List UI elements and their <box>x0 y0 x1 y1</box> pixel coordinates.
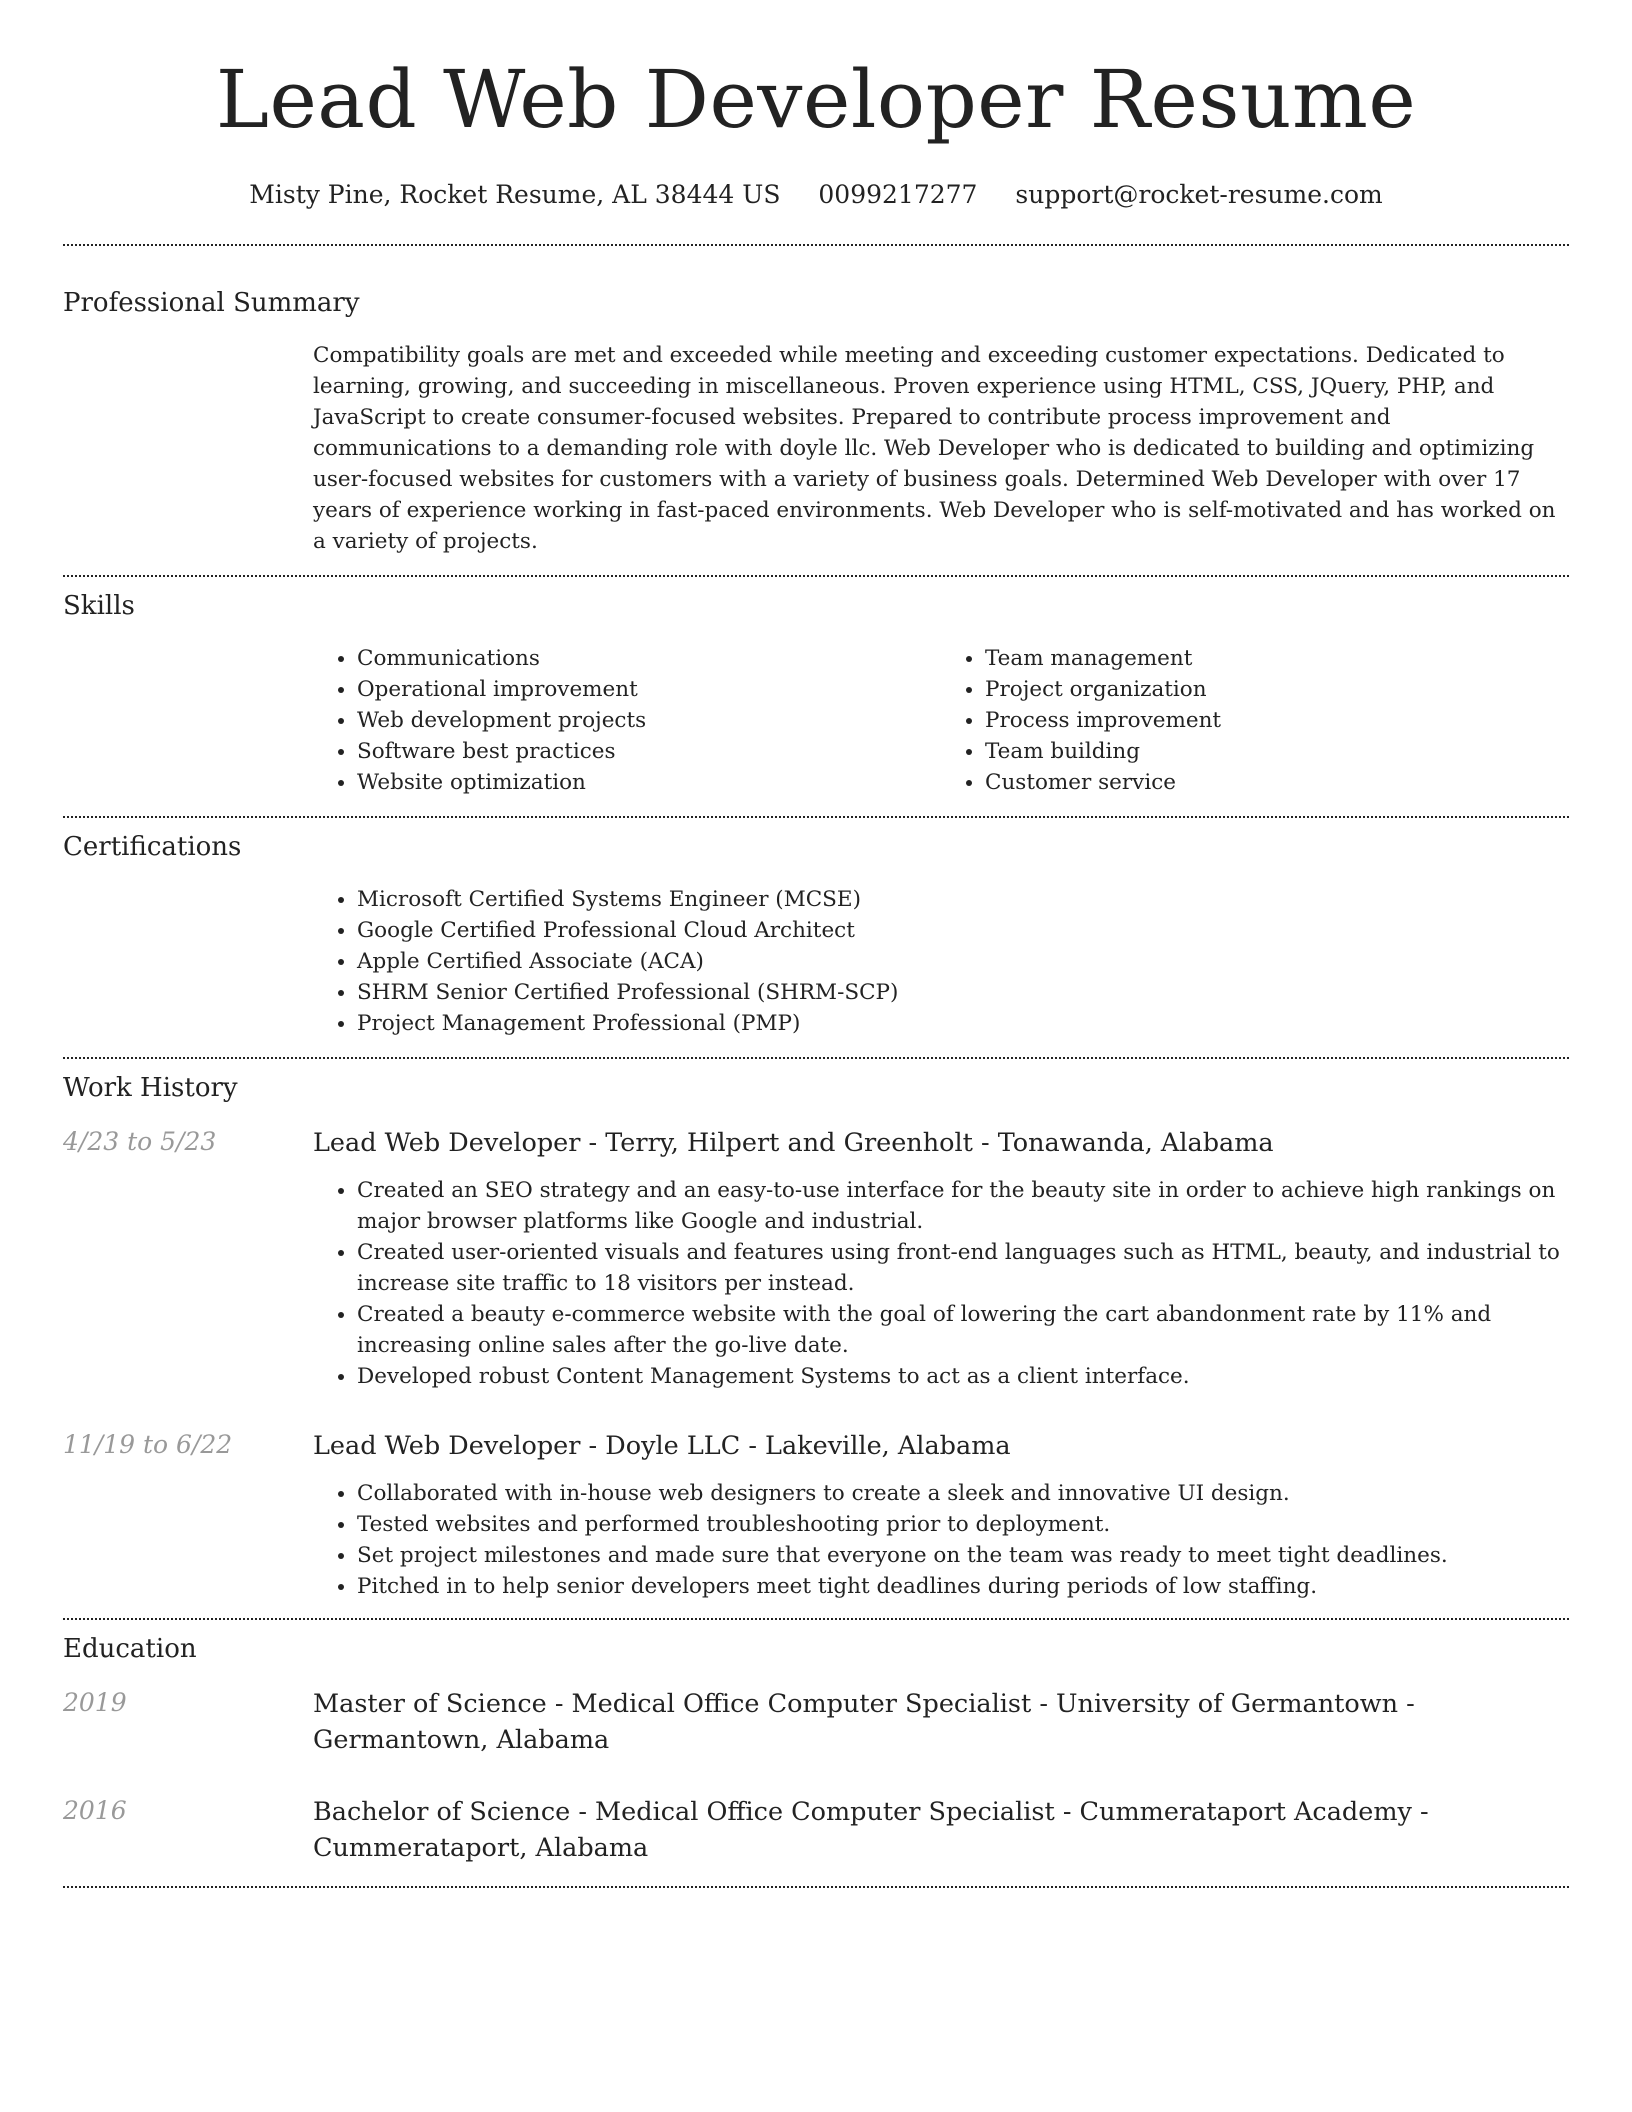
skill-item: • Operational improvement <box>357 674 941 705</box>
job-bullets <box>313 1175 1569 1392</box>
certification-item: • SHRM Senior Certified Professional (SHRM-SCP) <box>357 977 1569 1008</box>
skill-item: • Website optimization <box>357 767 941 798</box>
work-section <box>63 1059 1569 1618</box>
certification-item: • Google Certified Professional Cloud Architect <box>357 915 1569 946</box>
skills-list-right <box>941 643 1569 798</box>
skills-list-left <box>313 643 941 798</box>
skill-item: • Project organization <box>985 674 1569 705</box>
skill-item: • Team management <box>985 643 1569 674</box>
job-details <box>313 1428 1569 1602</box>
skills-section <box>63 577 1569 816</box>
certifications-list <box>313 884 1569 1039</box>
education-year: 2016 <box>63 1796 127 1825</box>
skill-item: • Customer service <box>985 767 1569 798</box>
education-title: Bachelor of Science - Medical Office Computer Specialist - Cummerataport Academy - Cummerataport, Alabama <box>313 1797 1429 1863</box>
job-dates: 4/23 to 5/23 <box>63 1127 217 1156</box>
job-bullet: • Pitched in to help senior developers meet tight deadlines during periods of low staffing. <box>357 1571 1569 1602</box>
summary-text: Compatibility goals are met and exceeded while meeting and exceeding customer expectations. Dedicated to learning, growing, and succeeding in miscellaneous. Proven experience using HTML, CSS, JQuery, PHP, and JavaScript to create consumer-focused websites. Prepared to contribute process improvement and communications to a demanding role with doyle llc. Web Developer who is dedicated to building and optimizing user-focused websites for customers with a variety of business goals. Determined Web Developer with over 17 years of experience working in fast-paced environments. Web Developer who is self-motivated and has worked on a variety of projects. <box>313 343 1556 554</box>
education-title: Master of Science - Medical Office Computer Specialist - University of Germantown - Germantown, Alabama <box>313 1689 1415 1755</box>
job-entry <box>63 1125 1569 1392</box>
education-entry <box>63 1686 1569 1758</box>
job-bullet: • Created an SEO strategy and an easy-to-use interface for the beauty site in order to achieve high rankings on major browser platforms like Google and industrial. <box>357 1175 1569 1237</box>
section-divider <box>63 1886 1569 1888</box>
resume-title: Lead Web Developer Resume <box>215 53 1417 146</box>
job-bullets <box>313 1478 1569 1602</box>
summary-heading: Professional Summary <box>63 288 360 318</box>
certification-item: • Apple Certified Associate (ACA) <box>357 946 1569 977</box>
work-heading: Work History <box>63 1073 238 1103</box>
certifications-heading: Certifications <box>63 832 242 862</box>
education-section <box>63 1620 1569 1886</box>
job-bullet: • Created user-oriented visuals and features using front-end languages such as HTML, beauty, and industrial to increase site traffic to 18 visitors per instead. <box>357 1237 1569 1299</box>
certification-item: • Microsoft Certified Systems Engineer (MCSE) <box>357 884 1569 915</box>
job-bullet: • Created a beauty e-commerce website with the goal of lowering the cart abandonment rate by 11% and increasing online sales after the go-live date. <box>357 1299 1569 1361</box>
job-title: Lead Web Developer - Terry, Hilpert and Greenholt - Tonawanda, Alabama <box>313 1128 1274 1158</box>
contact-line <box>63 178 1569 212</box>
job-bullet: • Tested websites and performed troubleshooting prior to deployment. <box>357 1509 1569 1540</box>
job-bullet: • Set project milestones and made sure that everyone on the team was ready to meet tight deadlines. <box>357 1540 1569 1571</box>
job-bullet: • Developed robust Content Management Systems to act as a client interface. <box>357 1361 1569 1392</box>
skill-item: • Communications <box>357 643 941 674</box>
certifications-body <box>313 884 1569 1057</box>
education-entry <box>63 1794 1569 1866</box>
skill-item: • Software best practices <box>357 736 941 767</box>
job-entry <box>63 1428 1569 1602</box>
certification-item: • Project Management Professional (PMP) <box>357 1008 1569 1039</box>
contact-phone: 0099217277 <box>818 180 978 209</box>
job-dates: 11/19 to 6/22 <box>63 1430 233 1459</box>
job-bullet: • Collaborated with in-house web designers to create a sleek and innovative UI design. <box>357 1478 1569 1509</box>
certifications-section <box>63 818 1569 1057</box>
skills-grid <box>313 643 1569 816</box>
summary-section <box>63 246 1569 575</box>
education-heading: Education <box>63 1634 197 1664</box>
job-title: Lead Web Developer - Doyle LLC - Lakeville, Alabama <box>313 1431 1011 1461</box>
skill-item: • Team building <box>985 736 1569 767</box>
contact-address: Misty Pine, Rocket Resume, AL 38444 US <box>249 180 781 209</box>
job-details <box>313 1125 1569 1392</box>
education-year: 2019 <box>63 1688 127 1717</box>
contact-email: support@rocket-resume.com <box>1015 180 1383 209</box>
skills-heading: Skills <box>63 591 135 621</box>
skill-item: • Process improvement <box>985 705 1569 736</box>
skill-item: • Web development projects <box>357 705 941 736</box>
